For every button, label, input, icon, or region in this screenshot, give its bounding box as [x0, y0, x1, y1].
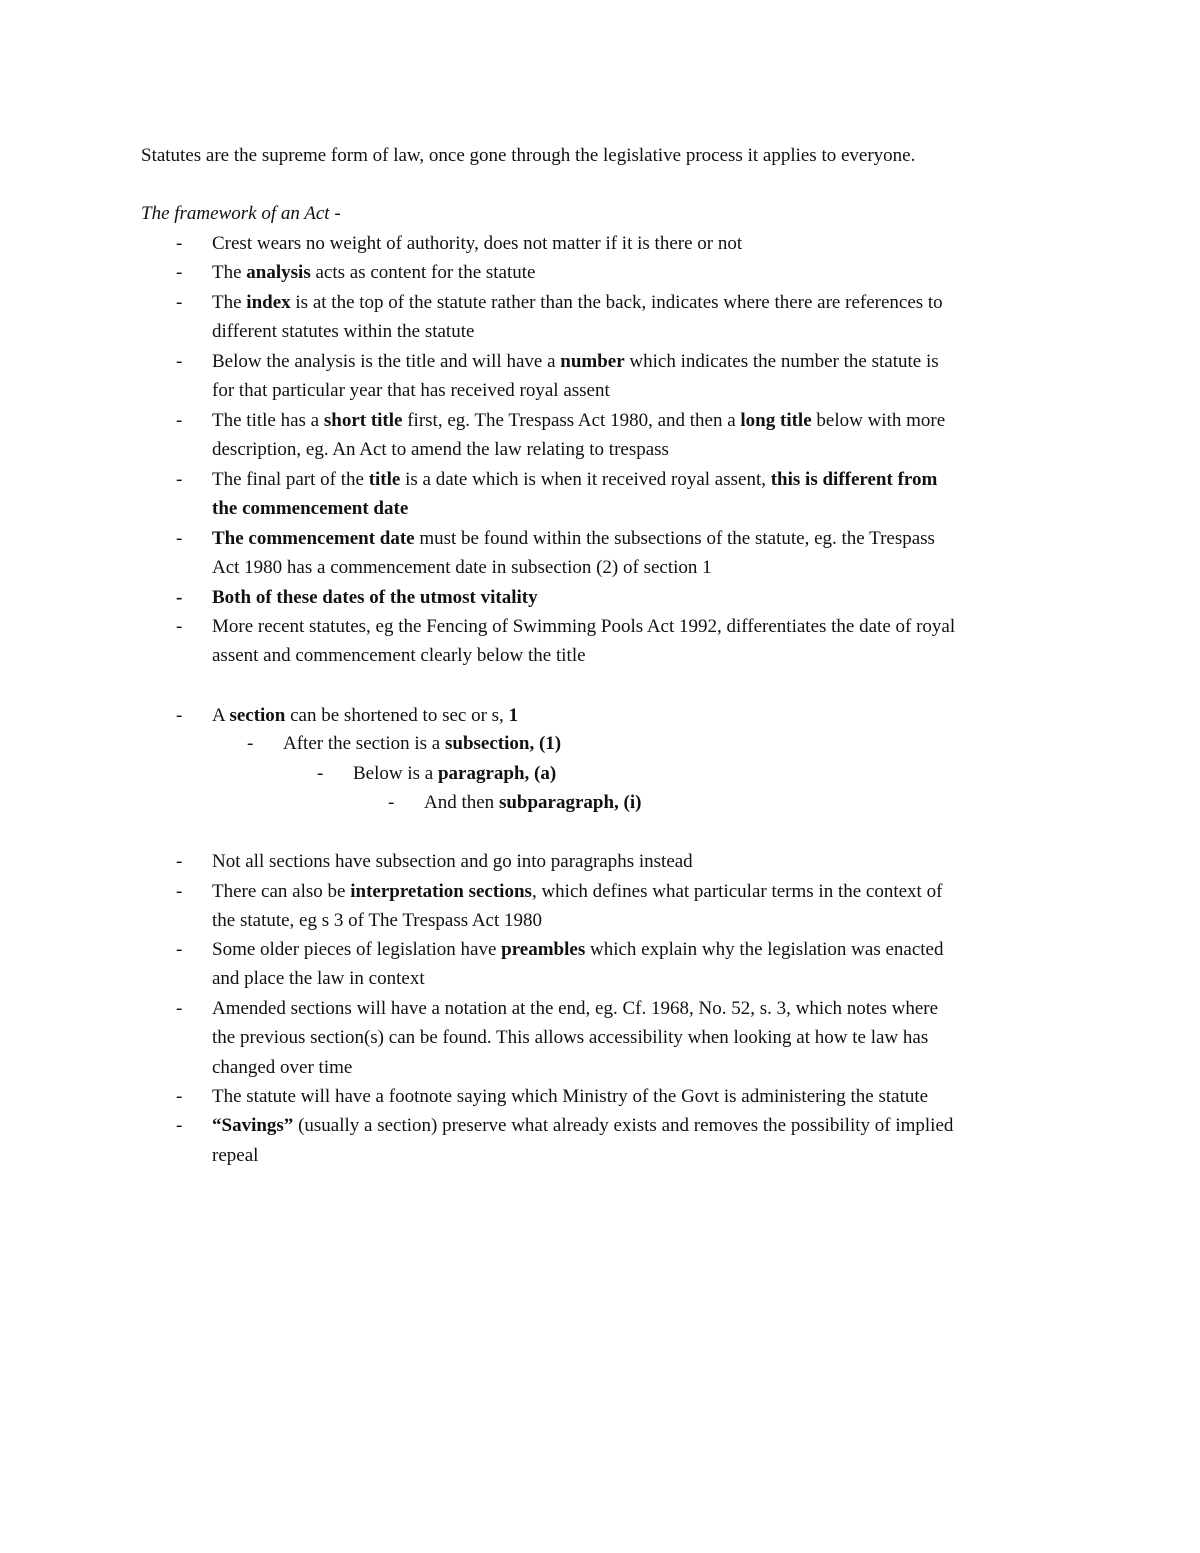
text-run: first, eg. The Trespass Act 1980, and then a — [402, 410, 741, 431]
nested-list-item — [283, 732, 561, 756]
bold-term: preambles — [501, 939, 586, 960]
nested-list-item — [424, 791, 641, 815]
bullet-dash: - — [176, 705, 183, 726]
bold-term: section — [229, 705, 286, 726]
text-run: , which defines what particular terms in the context of — [531, 881, 943, 902]
text-run: is a date which is when it received royal assent, — [400, 469, 771, 490]
list-item-continuation: for that particular year that has received royal assent — [212, 380, 610, 401]
intro-paragraph: Statutes are the supreme form of law, once gone through the legislative process it applies to everyone. — [141, 145, 916, 166]
text-run: below with more — [811, 410, 946, 431]
bold-term: number — [560, 351, 625, 372]
list-item — [212, 1114, 953, 1138]
bullet-dash: - — [176, 998, 183, 1019]
list-item — [212, 291, 943, 315]
bold-term: title — [368, 469, 401, 490]
bold-term: this is different from — [770, 469, 938, 490]
list-item: The statute will have a footnote saying which Ministry of the Govt is administering the statute — [212, 1086, 929, 1107]
bold-term: the commencement date — [212, 498, 409, 519]
bullet-dash: - — [176, 528, 183, 549]
bold-term: subparagraph, (i) — [498, 792, 642, 813]
text-run: is at the top of the statute rather than the back, indicates where there are references to — [290, 292, 943, 313]
nested-list-item — [353, 762, 556, 786]
list-item-continuation: changed over time — [212, 1057, 353, 1078]
text-run: can be shortened to sec or s, — [285, 705, 509, 726]
list-item: Not all sections have subsection and go into paragraphs instead — [212, 851, 693, 872]
bullet-dash: - — [176, 233, 183, 254]
list-item-continuation: the previous section(s) can be found. This allows accessibility when looking at how te law has — [212, 1027, 929, 1048]
bold-term: interpretation sections — [350, 881, 532, 902]
list-item — [212, 938, 944, 962]
bold-term: long title — [740, 410, 812, 431]
bold-term: Both of these dates of the utmost vitality — [212, 587, 538, 608]
bullet-dash: - — [247, 733, 254, 754]
text-run: Below the analysis is the title and will have a — [212, 351, 561, 372]
text-run: Below is a — [353, 763, 438, 784]
list-item-continuation: Act 1980 has a commencement date in subsection (2) of section 1 — [212, 557, 712, 578]
bullet-dash: - — [176, 939, 183, 960]
list-item-text: Crest wears no weight of authority, does not matter if it is there or not — [212, 233, 743, 254]
list-item: Amended sections will have a notation at the end, eg. Cf. 1968, No. 52, s. 3, which notes where — [212, 998, 939, 1019]
bold-term: 1 — [508, 705, 519, 726]
text-run: There can also be — [212, 881, 351, 902]
text-run: acts as content for the statute — [310, 262, 536, 283]
list-item: More recent statutes, eg the Fencing of Swimming Pools Act 1992, differentiates the date of royal — [212, 616, 956, 637]
list-item-continuation — [212, 497, 408, 521]
list-item — [212, 704, 518, 728]
list-item — [212, 350, 939, 374]
bold-term: short title — [323, 410, 403, 431]
list-item — [212, 586, 538, 610]
list-item — [212, 232, 742, 256]
bold-term: “Savings” — [212, 1115, 294, 1136]
list-item-continuation: repeal — [212, 1145, 259, 1166]
section-heading: The framework of an Act - — [141, 203, 341, 224]
bullet-dash: - — [317, 763, 324, 784]
text-run: which indicates the number the statute is — [624, 351, 939, 372]
text-run: must be found within the subsections of the statute, eg. the Trespass — [414, 528, 935, 549]
bold-term: paragraph, (a) — [437, 763, 557, 784]
bullet-dash: - — [176, 351, 183, 372]
bullet-dash: - — [388, 792, 395, 813]
list-item — [212, 409, 945, 433]
bullet-dash: - — [176, 469, 183, 490]
text-run: (usually a section) preserve what already exists and removes the possibility of implied — [293, 1115, 954, 1136]
list-item — [212, 468, 937, 492]
text-run: The — [212, 262, 247, 283]
bullet-dash: - — [176, 1115, 183, 1136]
list-item-continuation: assent and commencement clearly below the title — [212, 645, 586, 666]
list-item-continuation: description, eg. An Act to amend the law relating to trespass — [212, 439, 669, 460]
bullet-dash: - — [176, 881, 183, 902]
text-run: The title has a — [212, 410, 324, 431]
bold-term: analysis — [246, 262, 311, 283]
bullet-dash: - — [176, 587, 183, 608]
list-item-continuation: and place the law in context — [212, 968, 425, 989]
bold-term: subsection, (1) — [444, 733, 562, 754]
text-run: And then — [424, 792, 499, 813]
bold-term: The commencement date — [212, 528, 415, 549]
list-item-continuation: the statute, eg s 3 of The Trespass Act 1980 — [212, 910, 543, 931]
text-run: A — [212, 705, 230, 726]
bullet-dash: - — [176, 851, 183, 872]
bullet-dash: - — [176, 410, 183, 431]
list-item — [212, 261, 535, 285]
bullet-dash: - — [176, 262, 183, 283]
list-item-continuation: different statutes within the statute — [212, 321, 475, 342]
text-run: which explain why the legislation was enacted — [585, 939, 944, 960]
bullet-dash: - — [176, 292, 183, 313]
text-run: The final part of the — [212, 469, 369, 490]
text-run: After the section is a — [283, 733, 445, 754]
text-run: Some older pieces of legislation have — [212, 939, 502, 960]
bullet-dash: - — [176, 1086, 183, 1107]
bullet-dash: - — [176, 616, 183, 637]
bold-term: index — [246, 292, 291, 313]
list-item — [212, 880, 942, 904]
list-item — [212, 527, 935, 551]
text-run: The — [212, 292, 247, 313]
